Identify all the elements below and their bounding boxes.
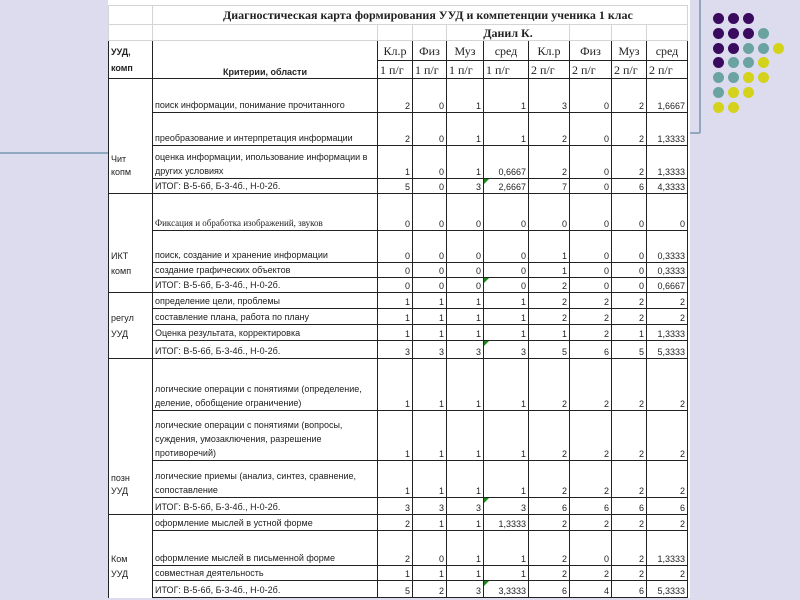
group-label: Ком: [109, 531, 153, 566]
value-cell: 2: [647, 566, 688, 581]
value-cell: 1,3333: [647, 325, 688, 341]
value-cell: 2: [612, 566, 647, 581]
value-cell: 1: [484, 461, 529, 498]
header-period: 2 п/г: [570, 61, 612, 79]
value-cell: 1,3333: [647, 531, 688, 566]
criteria-cell: создание графических объектов: [153, 263, 378, 278]
value-cell: 1: [413, 309, 447, 325]
group-label: [109, 411, 153, 461]
value-cell: 1,6667: [647, 79, 688, 113]
criteria-cell: оформление мыслей в устной форме: [153, 515, 378, 531]
value-cell: 1: [484, 566, 529, 581]
criteria-cell: ИТОГ: В-5-6б, Б-3-4б., Н-0-2б.: [153, 278, 378, 293]
value-cell: 0: [413, 113, 447, 146]
decor-dot: [728, 87, 739, 98]
value-cell: 2: [529, 293, 570, 309]
value-cell: 0: [612, 231, 647, 263]
header-period: 2 п/г: [647, 61, 688, 79]
value-cell: 1: [447, 293, 484, 309]
value-cell: 1: [413, 359, 447, 411]
value-cell: 0: [447, 278, 484, 293]
value-cell: 2: [529, 461, 570, 498]
decor-dot: [743, 72, 754, 83]
student-row: [109, 25, 688, 41]
value-cell: 0: [570, 531, 612, 566]
value-cell: 1: [378, 359, 413, 411]
value-cell: 2: [647, 309, 688, 325]
decor-dot: [713, 57, 724, 68]
diagnostic-table: [108, 5, 688, 598]
group-label: ИКТ: [109, 231, 153, 263]
value-cell: 3: [484, 498, 529, 515]
table-row: [109, 325, 688, 341]
criteria-cell: поиск информации, понимание прочитанного: [153, 79, 378, 113]
value-cell: 2: [529, 278, 570, 293]
total-row: [109, 341, 688, 359]
value-cell: 2: [529, 309, 570, 325]
value-cell: 1,3333: [647, 146, 688, 179]
value-cell: 1: [447, 113, 484, 146]
value-cell: 0: [570, 146, 612, 179]
value-cell: 2: [612, 359, 647, 411]
criteria-cell: оформление мыслей в письменной форме: [153, 531, 378, 566]
value-cell: 0,3333: [647, 231, 688, 263]
criteria-cell: логические операции с понятиями (вопросы, суждения, умозаключения, разрешение противоречий): [153, 411, 378, 461]
value-cell: 0: [570, 79, 612, 113]
group-label: [109, 515, 153, 531]
value-cell: 1: [484, 309, 529, 325]
criteria-cell: Фиксация и обработка изображений, звуков: [153, 194, 378, 231]
group-label: [109, 179, 153, 194]
value-cell: 2: [612, 531, 647, 566]
table-row: [109, 359, 688, 411]
criteria-cell: составление плана, работа по плану: [153, 309, 378, 325]
criteria-cell: совместная деятельность: [153, 566, 378, 581]
value-cell: 6: [647, 498, 688, 515]
value-cell: 1: [378, 566, 413, 581]
value-cell: 0: [413, 263, 447, 278]
table-row: [109, 531, 688, 566]
value-cell: 0: [378, 231, 413, 263]
value-cell: 2: [612, 309, 647, 325]
spreadsheet: [108, 0, 690, 598]
student-name: Данил К.: [447, 25, 570, 41]
value-cell: 1: [484, 325, 529, 341]
value-cell: 6: [529, 581, 570, 598]
header-uud: [109, 41, 153, 79]
decor-dot: [758, 28, 769, 39]
group-label: Чит копм: [109, 146, 153, 179]
group-label: [109, 581, 153, 598]
value-cell: 1: [447, 79, 484, 113]
table-row: [109, 113, 688, 146]
group-label: регул: [109, 309, 153, 325]
value-cell: 5,3333: [647, 581, 688, 598]
value-cell: 2,6667: [484, 179, 529, 194]
value-cell: 2: [529, 411, 570, 461]
value-cell: 1: [378, 461, 413, 498]
value-cell: 1: [447, 309, 484, 325]
value-cell: 1: [447, 461, 484, 498]
value-cell: 2: [647, 293, 688, 309]
value-cell: 0: [484, 263, 529, 278]
decor-dot: [728, 57, 739, 68]
criteria-cell: логические операции с понятиями (определение, деление, обобщение ограничение): [153, 359, 378, 411]
table-row: [109, 566, 688, 581]
decor-dot: [713, 43, 724, 54]
header-uud-line: комп: [111, 62, 133, 73]
value-cell: 2: [529, 566, 570, 581]
value-cell: 6: [570, 341, 612, 359]
group-label: [109, 359, 153, 411]
group-label: [109, 278, 153, 293]
total-row: [109, 581, 688, 598]
header-period: 1 п/г: [378, 61, 413, 79]
table-row: [109, 293, 688, 309]
value-cell: 1: [413, 515, 447, 531]
decor-dot: [713, 28, 724, 39]
header-period: 2 п/г: [612, 61, 647, 79]
group-label: [109, 341, 153, 359]
value-cell: 0: [529, 194, 570, 231]
value-cell: 6: [612, 179, 647, 194]
group-label: УУД: [109, 566, 153, 581]
value-cell: 2: [647, 461, 688, 498]
value-cell: 2: [612, 515, 647, 531]
value-cell: 4,3333: [647, 179, 688, 194]
value-cell: 0: [447, 263, 484, 278]
decor-dot: [713, 13, 724, 24]
value-cell: 3: [447, 179, 484, 194]
header-subject: Муз: [447, 41, 484, 61]
decor-dot: [728, 28, 739, 39]
decor-dot: [743, 87, 754, 98]
value-cell: 2: [647, 359, 688, 411]
value-cell: 0: [413, 231, 447, 263]
value-cell: 1: [378, 146, 413, 179]
header-criteria: Критерии, области: [153, 41, 378, 79]
header-subject: сред: [484, 41, 529, 61]
value-cell: 0: [484, 278, 529, 293]
value-cell: 0: [612, 278, 647, 293]
value-cell: 2: [529, 515, 570, 531]
value-cell: 1: [447, 531, 484, 566]
value-cell: 0,3333: [647, 263, 688, 278]
value-cell: 2: [570, 461, 612, 498]
group-label: УУД: [109, 325, 153, 341]
criteria-cell: ИТОГ: В-5-6б, Б-3-4б., Н-0-2б.: [153, 179, 378, 194]
value-cell: 1: [378, 325, 413, 341]
value-cell: 3: [378, 498, 413, 515]
value-cell: 6: [612, 581, 647, 598]
value-cell: 5: [612, 341, 647, 359]
criteria-cell: оценка информации, ипользование информации в других условиях: [153, 146, 378, 179]
value-cell: 3: [413, 341, 447, 359]
table-row: [109, 194, 688, 231]
criteria-cell: определение цели, проблемы: [153, 293, 378, 309]
decor-dot: [728, 43, 739, 54]
criteria-cell: Оценка результата, корректировка: [153, 325, 378, 341]
value-cell: 2: [612, 411, 647, 461]
value-cell: 0: [612, 263, 647, 278]
value-cell: 0: [570, 113, 612, 146]
decor-line: [699, 0, 701, 133]
total-row: [109, 179, 688, 194]
value-cell: 0: [378, 263, 413, 278]
value-cell: 3: [447, 581, 484, 598]
header-period: 1 п/г: [413, 61, 447, 79]
table-row: [109, 146, 688, 179]
value-cell: 5: [529, 341, 570, 359]
value-cell: 0: [413, 179, 447, 194]
value-cell: 0: [484, 194, 529, 231]
value-cell: 0: [647, 194, 688, 231]
decor-dot: [758, 72, 769, 83]
criteria-cell: логические приемы (анализ, синтез, сравнение, сопоставление: [153, 461, 378, 498]
header-uud-line: УУД,: [111, 46, 131, 57]
value-cell: 1: [484, 411, 529, 461]
value-cell: 1: [413, 411, 447, 461]
value-cell: 0: [413, 531, 447, 566]
value-cell: 2: [612, 461, 647, 498]
value-cell: 1: [529, 231, 570, 263]
value-cell: 2: [612, 146, 647, 179]
value-cell: 2: [570, 566, 612, 581]
value-cell: 6: [612, 498, 647, 515]
value-cell: 3: [413, 498, 447, 515]
decor-dot: [713, 72, 724, 83]
total-row: [109, 498, 688, 515]
decor-dot: [743, 28, 754, 39]
decor-dot: [713, 102, 724, 113]
group-label: [109, 498, 153, 515]
value-cell: 5: [378, 179, 413, 194]
criteria-cell: ИТОГ: В-5-6б, Б-3-4б., Н-0-2б.: [153, 341, 378, 359]
value-cell: 2: [529, 531, 570, 566]
value-cell: 2: [612, 113, 647, 146]
table-row: [109, 515, 688, 531]
value-cell: 1: [413, 325, 447, 341]
value-cell: 2: [570, 359, 612, 411]
value-cell: 1: [447, 411, 484, 461]
decor-line: [690, 132, 700, 134]
value-cell: 3: [484, 341, 529, 359]
table-row: [109, 461, 688, 498]
group-label: комп: [109, 263, 153, 278]
total-row: [109, 278, 688, 293]
header-subject: сред: [647, 41, 688, 61]
table-title: Диагностическая карта формирования УУД и компетенции ученика 1 клас: [153, 6, 688, 25]
header-subject: Кл.р: [378, 41, 413, 61]
value-cell: 3: [529, 79, 570, 113]
value-cell: 3,3333: [484, 581, 529, 598]
value-cell: 7: [529, 179, 570, 194]
value-cell: 1,3333: [647, 113, 688, 146]
value-cell: 1: [484, 293, 529, 309]
criteria-cell: преобразование и интерпретация информации: [153, 113, 378, 146]
value-cell: 1: [529, 325, 570, 341]
group-label: позн УУД: [109, 461, 153, 498]
header-subject: Физ: [570, 41, 612, 61]
header-period: 1 п/г: [447, 61, 484, 79]
decor-dot: [743, 57, 754, 68]
value-cell: 0: [612, 194, 647, 231]
header-period: 2 п/г: [529, 61, 570, 79]
value-cell: 2: [378, 79, 413, 113]
value-cell: 0: [484, 231, 529, 263]
value-cell: 5: [378, 581, 413, 598]
value-cell: 2: [529, 113, 570, 146]
value-cell: 0: [413, 278, 447, 293]
value-cell: 0: [570, 263, 612, 278]
value-cell: 1: [529, 263, 570, 278]
value-cell: 5,3333: [647, 341, 688, 359]
value-cell: 2: [570, 515, 612, 531]
decor-dot: [728, 72, 739, 83]
value-cell: 2: [570, 309, 612, 325]
value-cell: 0: [570, 278, 612, 293]
value-cell: 2: [378, 515, 413, 531]
value-cell: 1,3333: [484, 515, 529, 531]
group-label: [109, 113, 153, 146]
value-cell: 1: [413, 293, 447, 309]
value-cell: 2: [413, 581, 447, 598]
value-cell: 1: [447, 515, 484, 531]
value-cell: 2: [570, 325, 612, 341]
header-subject: Физ: [413, 41, 447, 61]
value-cell: 2: [612, 293, 647, 309]
decor-dot: [743, 43, 754, 54]
value-cell: 2: [378, 531, 413, 566]
decor-dot: [773, 43, 784, 54]
value-cell: 0: [570, 231, 612, 263]
decor-dot: [728, 102, 739, 113]
value-cell: 3: [447, 498, 484, 515]
decor-dot: [758, 43, 769, 54]
value-cell: 2: [378, 113, 413, 146]
decor-dot: [758, 57, 769, 68]
value-cell: 4: [570, 581, 612, 598]
group-label: [109, 79, 153, 113]
value-cell: 1: [378, 309, 413, 325]
criteria-cell: ИТОГ: В-5-6б, Б-3-4б., Н-0-2б.: [153, 581, 378, 598]
value-cell: 0,6667: [484, 146, 529, 179]
value-cell: 3: [378, 341, 413, 359]
value-cell: 0: [378, 194, 413, 231]
value-cell: 1: [378, 293, 413, 309]
value-cell: 1: [447, 359, 484, 411]
table-row: [109, 309, 688, 325]
value-cell: 0: [447, 194, 484, 231]
value-cell: 2: [647, 515, 688, 531]
value-cell: 1: [612, 325, 647, 341]
value-cell: 6: [570, 498, 612, 515]
table-row: [109, 79, 688, 113]
criteria-cell: поиск, создание и хранение информации: [153, 231, 378, 263]
value-cell: 1: [447, 146, 484, 179]
header-row-subjects: [109, 41, 688, 61]
value-cell: 1: [484, 79, 529, 113]
title-row: [109, 6, 688, 25]
value-cell: 1: [413, 461, 447, 498]
group-label: [109, 293, 153, 309]
value-cell: 3: [447, 341, 484, 359]
decor-line: [0, 152, 108, 154]
value-cell: 2: [612, 79, 647, 113]
decor-dot: [743, 13, 754, 24]
value-cell: 0: [413, 194, 447, 231]
value-cell: 1: [413, 566, 447, 581]
value-cell: 1: [378, 411, 413, 461]
value-cell: 1: [447, 566, 484, 581]
decor-dot: [728, 13, 739, 24]
value-cell: 0: [570, 194, 612, 231]
value-cell: 6: [529, 498, 570, 515]
value-cell: 2: [570, 293, 612, 309]
table-row: [109, 411, 688, 461]
group-label: [109, 194, 153, 231]
value-cell: 0: [447, 231, 484, 263]
criteria-cell: ИТОГ: В-5-6б, Б-3-4б., Н-0-2б.: [153, 498, 378, 515]
value-cell: 1: [484, 531, 529, 566]
value-cell: 2: [529, 359, 570, 411]
value-cell: 0: [413, 79, 447, 113]
header-subject: Кл.р: [529, 41, 570, 61]
value-cell: 0: [413, 146, 447, 179]
table-row: [109, 263, 688, 278]
value-cell: 0: [570, 179, 612, 194]
value-cell: 2: [529, 146, 570, 179]
value-cell: 1: [447, 325, 484, 341]
value-cell: 0: [378, 278, 413, 293]
value-cell: 2: [570, 411, 612, 461]
value-cell: 1: [484, 359, 529, 411]
value-cell: 1: [484, 113, 529, 146]
value-cell: 2: [647, 411, 688, 461]
table-row: [109, 231, 688, 263]
header-subject: Муз: [612, 41, 647, 61]
header-period: 1 п/г: [484, 61, 529, 79]
value-cell: 0,6667: [647, 278, 688, 293]
decor-dot: [713, 87, 724, 98]
